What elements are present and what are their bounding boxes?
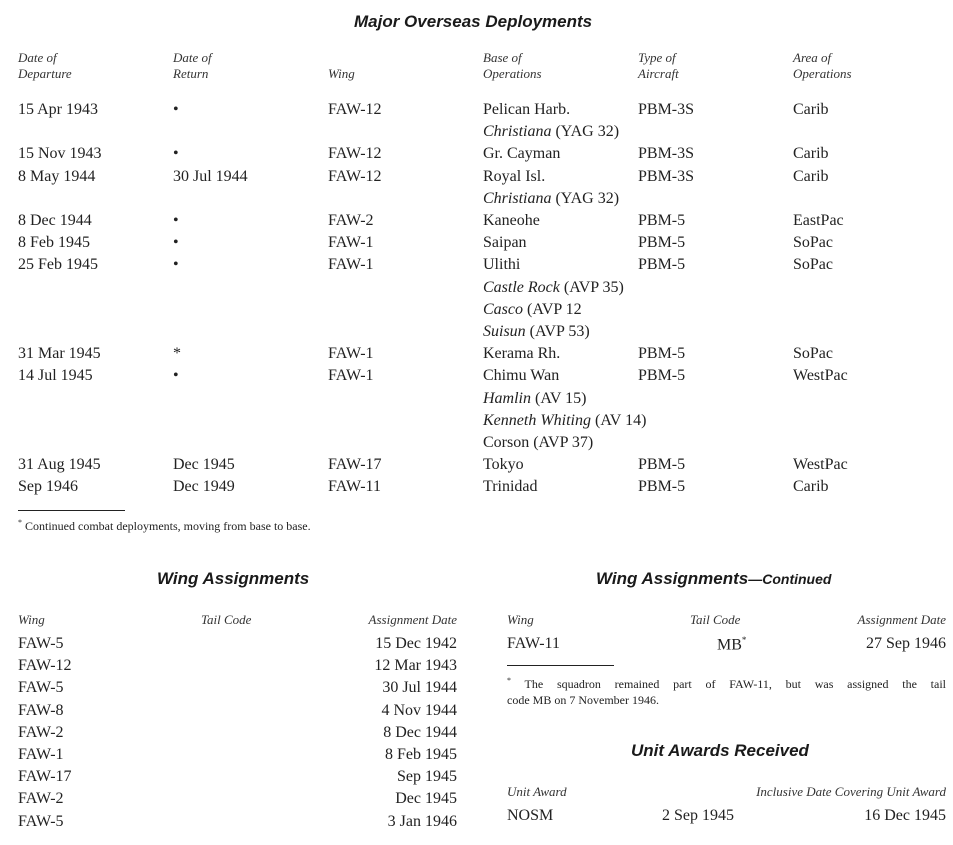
- deployment-return: •: [173, 101, 179, 118]
- wac-footnote: * The squadron remained part of FAW-11, but was assigned the tail code MB on 7 November 1946.: [507, 676, 946, 707]
- deployments-title: Major Overseas Deployments: [354, 12, 593, 31]
- ua-header-inclusive-date: Inclusive Date Covering Unit Award: [756, 784, 946, 799]
- wa-row-wing: FAW-17: [18, 768, 72, 786]
- deployment-base: Tokyo: [483, 456, 524, 474]
- ship-designation: (AV 14): [590, 411, 647, 429]
- deployment-base: [483, 412, 646, 430]
- deployment-aircraft: PBM-5: [638, 234, 686, 252]
- wa-row-wing: FAW-1: [18, 746, 64, 763]
- ship-name: Christiana: [483, 189, 552, 207]
- deployment-base: Trinidad: [483, 478, 538, 496]
- deployment-area: Carib: [793, 101, 829, 118]
- deployment-base: Royal Isl.: [483, 167, 546, 185]
- deployment-aircraft: PBM-5: [638, 256, 686, 274]
- ship-name: Suisun: [483, 323, 526, 340]
- deployment-area: Carib: [793, 145, 829, 163]
- deployment-departure: 15 Nov 1943: [18, 145, 102, 163]
- deployment-area: WestPac: [793, 367, 848, 385]
- deployment-return: Dec 1949: [173, 478, 235, 496]
- wa-header-tail-code: Tail Code: [201, 612, 252, 627]
- wa-row-date: 8 Feb 1945: [385, 746, 457, 763]
- deployment-aircraft: PBM-5: [638, 345, 686, 363]
- deployment-departure: 31 Mar 1945: [18, 345, 101, 363]
- deployment-area: EastPac: [793, 212, 844, 229]
- wa-row-wing: FAW-2: [18, 723, 64, 741]
- deployment-base: [483, 390, 586, 408]
- ua-row-to-date: 16 Dec 1945: [864, 807, 946, 824]
- ship-designation: (AVP 12: [523, 300, 582, 318]
- deployment-return: •: [173, 256, 179, 274]
- wac-row-date: 27 Sep 1946: [866, 635, 946, 652]
- wa-row-wing: FAW-5: [18, 812, 64, 830]
- deployment-base: Chimu Wan: [483, 367, 560, 385]
- deployment-departure: 14 Jul 1945: [18, 367, 93, 385]
- deployment-wing: FAW-1: [328, 367, 374, 385]
- wa-row-date: 12 Mar 1943: [374, 657, 457, 675]
- deployment-base: Saipan: [483, 234, 527, 252]
- deployment-departure: 31 Aug 1945: [18, 456, 101, 474]
- deployment-aircraft: PBM-3S: [638, 167, 695, 185]
- deployment-base: Kerama Rh.: [483, 345, 561, 363]
- deployment-return: •: [173, 367, 179, 385]
- deployment-base: [483, 123, 619, 141]
- deployment-wing: FAW-11: [328, 478, 381, 496]
- wa-row-wing: FAW-8: [18, 701, 64, 719]
- deployment-aircraft: PBM-3S: [638, 145, 695, 163]
- deployment-wing: FAW-1: [328, 256, 374, 274]
- deployment-base: Ulithi: [483, 256, 521, 274]
- wa-row-wing: FAW-5: [18, 679, 64, 697]
- wa-row-date: 4 Nov 1944: [381, 701, 457, 719]
- deployment-return: Dec 1945: [173, 456, 235, 474]
- ua-header-unit-award: Unit Award: [507, 784, 567, 799]
- deployment-area: WestPac: [793, 456, 848, 474]
- deployment-base: [483, 190, 619, 208]
- deployment-base: Pelican Harb.: [483, 101, 571, 118]
- header-date-of-departure: Date of Departure: [18, 50, 72, 81]
- wa-row-wing: FAW-5: [18, 635, 64, 652]
- ship-name: Casco: [483, 300, 523, 318]
- deployment-departure: 15 Apr 1943: [18, 101, 98, 118]
- deployment-area: SoPac: [793, 234, 833, 252]
- header-wing: Wing: [328, 66, 355, 81]
- deployment-departure: 25 Feb 1945: [18, 256, 98, 274]
- wac-header-tail-code: Tail Code: [690, 612, 741, 627]
- deployments-footnote: * Continued combat deployments, moving from base to base.: [18, 518, 311, 533]
- ship-name: Christiana: [483, 123, 552, 141]
- deployment-wing: FAW-12: [328, 145, 382, 163]
- deployment-area: SoPac: [793, 256, 833, 274]
- ship-designation: (YAG 32): [551, 189, 620, 207]
- deployment-wing: FAW-12: [328, 167, 382, 185]
- footnote-rule: [18, 510, 125, 511]
- deployment-aircraft: PBM-5: [638, 478, 686, 496]
- deployment-return: *: [173, 345, 181, 363]
- ua-row-award: NOSM: [507, 807, 554, 824]
- wa-row-date: 8 Dec 1944: [383, 723, 457, 741]
- deployment-aircraft: PBM-5: [638, 456, 686, 474]
- ua-row-from-date: 2 Sep 1945: [662, 807, 734, 824]
- unit-awards-title: Unit Awards Received: [631, 741, 809, 760]
- deployment-wing: FAW-2: [328, 212, 374, 229]
- wa-row-wing: FAW-2: [18, 790, 64, 808]
- ship-designation: (YAG 32): [551, 123, 620, 141]
- wa-header-wing: Wing: [18, 612, 45, 627]
- wac-header-wing: Wing: [507, 612, 534, 627]
- ship-designation: (AVP 53): [525, 323, 590, 340]
- deployment-departure: 8 Dec 1944: [18, 212, 92, 229]
- deployment-departure: 8 May 1944: [18, 167, 96, 185]
- ship-name: Kenneth Whiting: [483, 411, 591, 429]
- deployment-return: •: [173, 212, 179, 229]
- deployment-wing: FAW-1: [328, 234, 374, 252]
- wac-row-tail-code: MB*: [717, 635, 747, 654]
- deployment-base: Kaneohe: [483, 212, 540, 229]
- deployment-departure: Sep 1946: [18, 478, 78, 496]
- deployment-base: [483, 323, 590, 341]
- wac-footnote-rule: [507, 665, 614, 666]
- wa-row-date: 3 Jan 1946: [387, 812, 457, 830]
- wing-assignments-continued-title: Wing Assignments—Continued: [596, 569, 832, 588]
- ship-name: Hamlin: [483, 389, 531, 407]
- ship-designation: (AV 15): [531, 389, 587, 407]
- header-base-of-operations: Base of Operations: [483, 50, 542, 81]
- deployment-area: Carib: [793, 478, 829, 496]
- deployment-base: Corson (AVP 37): [483, 434, 594, 451]
- deployment-wing: FAW-1: [328, 345, 374, 363]
- deployment-base: [483, 301, 582, 319]
- deployment-aircraft: PBM-3S: [638, 101, 695, 118]
- wa-header-assignment-date: Assignment Date: [368, 612, 457, 627]
- wa-row-date: Dec 1945: [395, 790, 457, 808]
- deployment-aircraft: PBM-5: [638, 367, 686, 385]
- deployment-base: [483, 279, 624, 297]
- wa-row-date: 15 Dec 1942: [375, 635, 457, 652]
- wa-row-wing: FAW-12: [18, 657, 72, 675]
- deployment-base: Gr. Cayman: [483, 145, 561, 163]
- wac-row-wing: FAW-11: [507, 635, 560, 652]
- header-date-of-return: Date of Return: [173, 50, 212, 81]
- ship-name: Castle Rock: [483, 278, 560, 296]
- deployment-return: •: [173, 234, 179, 252]
- deployment-departure: 8 Feb 1945: [18, 234, 90, 252]
- wing-assignments-title: Wing Assignments: [157, 569, 310, 588]
- deployment-wing: FAW-12: [328, 101, 382, 118]
- header-area-of-operations: Area of Operations: [793, 50, 852, 81]
- deployment-return: •: [173, 145, 179, 163]
- wac-header-assignment-date: Assignment Date: [857, 612, 946, 627]
- deployment-area: Carib: [793, 167, 829, 185]
- wa-row-date: 30 Jul 1944: [382, 679, 457, 697]
- header-type-of-aircraft: Type of Aircraft: [638, 50, 679, 81]
- wa-row-date: Sep 1945: [397, 768, 457, 786]
- ship-designation: (AVP 35): [559, 278, 624, 296]
- deployment-area: SoPac: [793, 345, 833, 363]
- deployment-aircraft: PBM-5: [638, 212, 686, 229]
- deployment-wing: FAW-17: [328, 456, 382, 474]
- deployment-return: 30 Jul 1944: [173, 167, 248, 185]
